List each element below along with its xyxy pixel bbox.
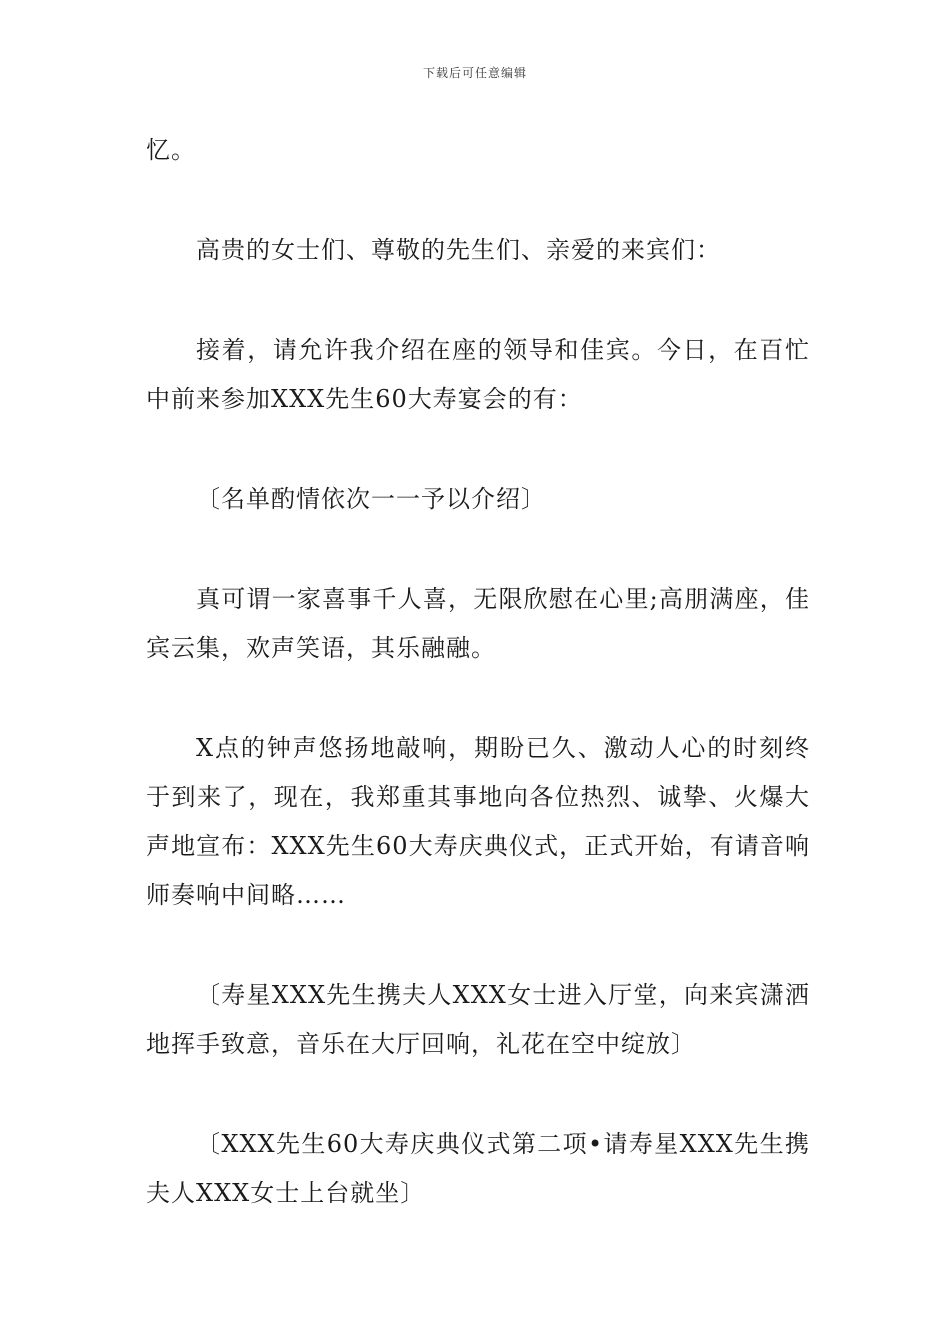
paragraph-name-list-note: 〔名单酌情依次一一予以介绍〕 (196, 485, 546, 513)
paragraph-ceremony-start: X点的钟声悠扬地敲响，期盼已久、激动人心的时刻终于到来了，现在，我郑重其事地向各位热烈、诚挚、火爆大声地宣布：XXX先生60大寿庆典仪式，正式开始，有请音响师奏响中间略…… (146, 734, 810, 909)
paragraph-introduction: 接着，请允许我介绍在座的领导和佳宾。今日，在百忙中前来参加XXX先生60大寿宴会的有： (146, 336, 810, 413)
paragraph-greeting: 高贵的女士们、尊敬的先生们、亲爱的来宾们： (196, 236, 721, 264)
paragraph-second-item-note: 〔XXX先生60大寿庆典仪式第二项•请寿星XXX先生携夫人XXX女士上台就坐〕 (146, 1130, 810, 1207)
paragraph-celebration: 真可谓一家喜事千人喜，无限欣慰在心里;高朋满座，佳宾云集，欢声笑语，其乐融融。 (146, 585, 810, 662)
document-body (146, 126, 810, 1269)
paragraph-continuation: 忆。 (146, 136, 196, 164)
paragraph-entrance-note: 〔寿星XXX先生携夫人XXX女士进入厅堂，向来宾潇洒地挥手致意，音乐在大厅回响，礼花在空中绽放〕 (146, 981, 810, 1058)
page-header: 下载后可任意编辑 (422, 66, 527, 80)
